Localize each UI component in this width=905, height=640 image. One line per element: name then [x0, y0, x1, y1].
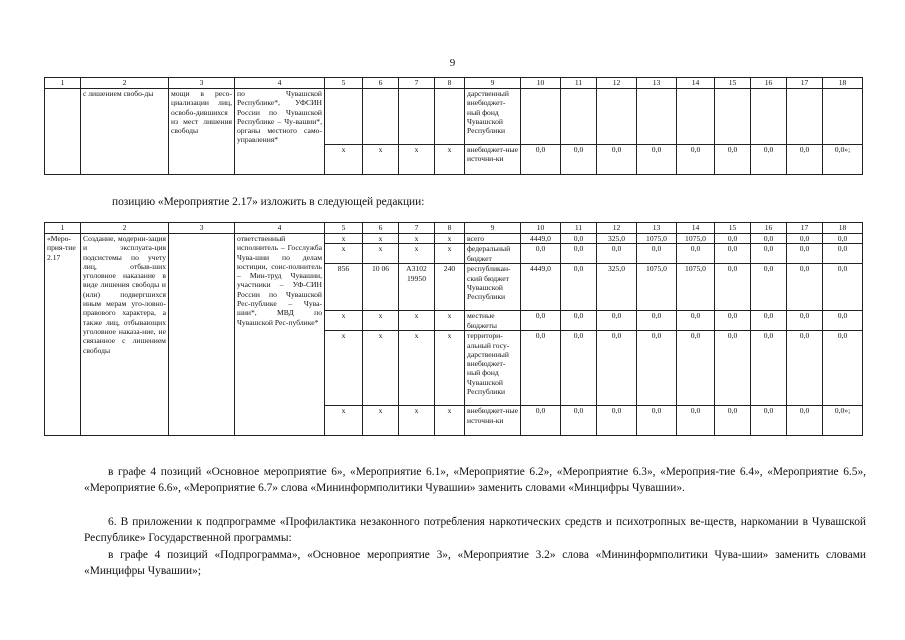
measure-number-cell: «Меро-прия-тие 2.17 — [45, 234, 81, 436]
funding-source-cell: внебюджет-ные источни-ки — [465, 406, 521, 436]
table-continuation — [44, 77, 863, 175]
page-number: 9 — [449, 57, 456, 69]
executors-cell: ответственный исполнитель – Госслужба Чува-шии по делам юстиции, соис-полнитель – Мин-труд Чувашии, участники – УФ-СИН России по Чувашской Рес-публике – Чува-шии*, МВД по Чувашской Рес-публике* — [235, 234, 325, 436]
table-row: 856 10 06 А3102 19950 240 республикан-ский бюджет Чувашской Республики 4449,0 0,0 325,0 1075,0 1075,0 0,0 0,0 0,0 0,0 — [45, 264, 863, 311]
table-row: «Меро-прия-тие 2.17 Создание, модерни-зация и эксплуата-ция подсистемы по учету лиц, отбыв-ших уголовное наказание в виде лишения свободы и (или) подвергшихся иным мерам уго-ловно-правового характера, а также лиц, отбывающих уголовное наказа-ние, не связанное с лишением свободы ответственный исполнитель – Госслужба Чува-шии по делам юстиции, соис-полнитель – Мин-труд Чувашии, участники – УФ-СИН России по Чувашской Рес-публике – Чува-шии*, МВД по Чувашской Рес-публике* x x x x всего 4449,0 0,0 325,0 1075,0 1075,0 0,0 0,0 0,0 0,0 — [45, 234, 863, 244]
table-row — [45, 89, 863, 145]
funding-source-cell: федеральный бюджет — [465, 244, 521, 264]
measure-name-cell: с лишением свобо-ды — [81, 89, 169, 175]
funding-source-cell: дарственный внебюджет-ный фонд Чувашской Республики — [465, 89, 521, 145]
funding-source-cell: территори-альный госу-дарственный внебюджет-ный фонд Чувашской Республики — [465, 331, 521, 406]
table-header-row: 1 2 3 4 5 6 7 8 9 10 11 12 13 14 15 16 17 18 — [45, 223, 863, 234]
funding-source-cell: республикан-ский бюджет Чувашской Республики — [465, 264, 521, 311]
measure-goal-cell: мощи в ресо-циализации лиц, освобо-дившихся из мест лишения свободы — [169, 89, 235, 175]
table-new-measure — [44, 222, 863, 436]
funding-source-cell: всего — [465, 234, 521, 244]
table-row: x x x x федеральный бюджет 0,0 0,0 0,0 0,0 0,0 0,0 0,0 0,0 0,0 — [45, 244, 863, 264]
paragraph-column4-replacement: в графе 4 позиций «Основное мероприятие 6», «Мероприятие 6.1», «Мероприятие 6.2», «Мероприятие 6.3», «Мероприя-тие 6.4», «Мероприятие 6.5», «Мероприятие 6.6», «Мероприятие 6.7» слова «Мининформполитики Чувашии» заменить словами «Минцифры Чувашии». — [84, 466, 866, 494]
table-row: x x x x внебюджет-ные источни-ки 0,0 0,0 0,0 0,0 0,0 0,0 0,0 0,0 0,0»; — [45, 145, 863, 175]
funding-source-cell: местные бюджеты — [465, 311, 521, 331]
intro-paragraph: позицию «Мероприятие 2.17» изложить в следующей редакции: — [112, 196, 425, 208]
paragraph-item-6: 6. В приложении к подпрограмме «Профилактика незаконного потребления наркотических средств и психотропных ве-ществ, наркомании в Чувашской Республике» Государственной программы: — [84, 516, 866, 544]
table-row: x x x x местные бюджеты 0,0 0,0 0,0 0,0 0,0 0,0 0,0 0,0 0,0 — [45, 311, 863, 331]
table-header-row: 1 2 3 4 5 6 7 8 9 10 11 12 13 14 15 16 17 18 — [45, 78, 863, 89]
funding-source-cell: внебюджет-ные источни-ки — [465, 145, 521, 175]
table-row: x x x x территори-альный госу-дарственный внебюджет-ный фонд Чувашской Республики 0,0 0,0 0,0 0,0 0,0 0,0 0,0 0,0 0,0 — [45, 331, 863, 406]
executors-cell: по Чувашской Республике*, УФСИН России по Чувашской Республике – Чу-вашии*, органы местного само-управления* — [235, 89, 325, 175]
table-row: x x x x внебюджет-ные источни-ки 0,0 0,0 0,0 0,0 0,0 0,0 0,0 0,0 0,0»; — [45, 406, 863, 436]
measure-name-cell: Создание, модерни-зация и эксплуата-ция подсистемы по учету лиц, отбыв-ших уголовное наказание в виде лишения свободы и (или) подвергшихся иным мерам уго-ловно-правового характера, а также лиц, отбывающих уголовное наказа-ние, не связанное с лишением свободы — [81, 234, 169, 436]
paragraph-column4-subprogram: в графе 4 позиций «Подпрограмма», «Основное мероприятие 3», «Мероприятие 3.2» слова «Мининформполитики Чува-шии» заменить словами «Минцифры Чувашии»; — [84, 549, 866, 577]
